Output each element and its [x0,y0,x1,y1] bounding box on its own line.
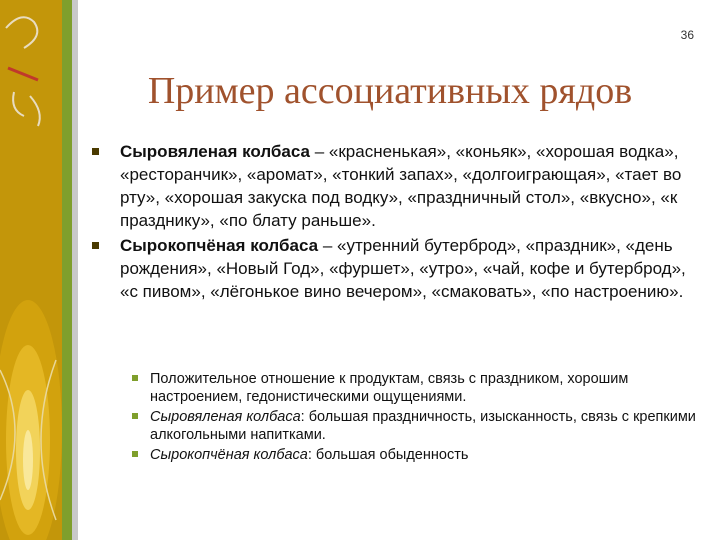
small-square-bullet-icon [132,375,138,381]
sub-bullet-item [130,370,700,406]
square-bullet-icon [92,148,99,155]
slide-title: Пример ассоциативных рядов [147,70,633,112]
sub-bullet-list [130,370,700,466]
square-bullet-icon [92,242,99,249]
decorative-sidebar [0,0,62,540]
bullet-list [92,140,702,305]
decorative-grey-band [72,0,78,540]
bullet-text: – «красненькая», «коньяк», «хорошая водка», «ресторанчик», «аромат», «тонкий запах», «долгоиграющая», «тает во рту», «хорошая закуска под водку», «праздничный стол», «вкусно», «к празднику», «по блату раньше». [120,142,682,230]
bullet-text: – «утренний бутерброд», «праздник», «день рождения», «Новый Год», «фуршет», «утро», «чай, кофе и бутерброд», «с пивом», «лёгонькое вино вечером», «смаковать», «по настроению». [120,236,686,301]
sub-bullet-text: : большая обыденность [307,447,469,463]
bullet-term: Сырокопчёная колбаса [120,236,319,255]
sub-bullet-term: Сырокопчёная колбаса [150,447,308,463]
small-square-bullet-icon [132,451,138,457]
page-number: 36 [680,28,694,42]
bullet-item [92,140,702,232]
sidebar-ornament-graphic [0,0,62,540]
bullet-term: Сыровяленая колбаса [120,142,310,161]
sub-bullet-item [130,446,700,464]
sub-bullet-item [130,408,700,444]
sub-bullet-text: : большая праздничность, изысканность, связь с крепкими алкогольными напитками. [150,409,696,443]
sub-bullet-term: Сыровяленая колбаса [150,409,301,425]
bullet-item [92,234,702,303]
sub-bullet-text: Положительное отношение к продуктам, связь с праздником, хорошим настроением, гедонистическими ощущениями. [150,371,629,405]
decorative-green-band [62,0,72,540]
small-square-bullet-icon [132,413,138,419]
